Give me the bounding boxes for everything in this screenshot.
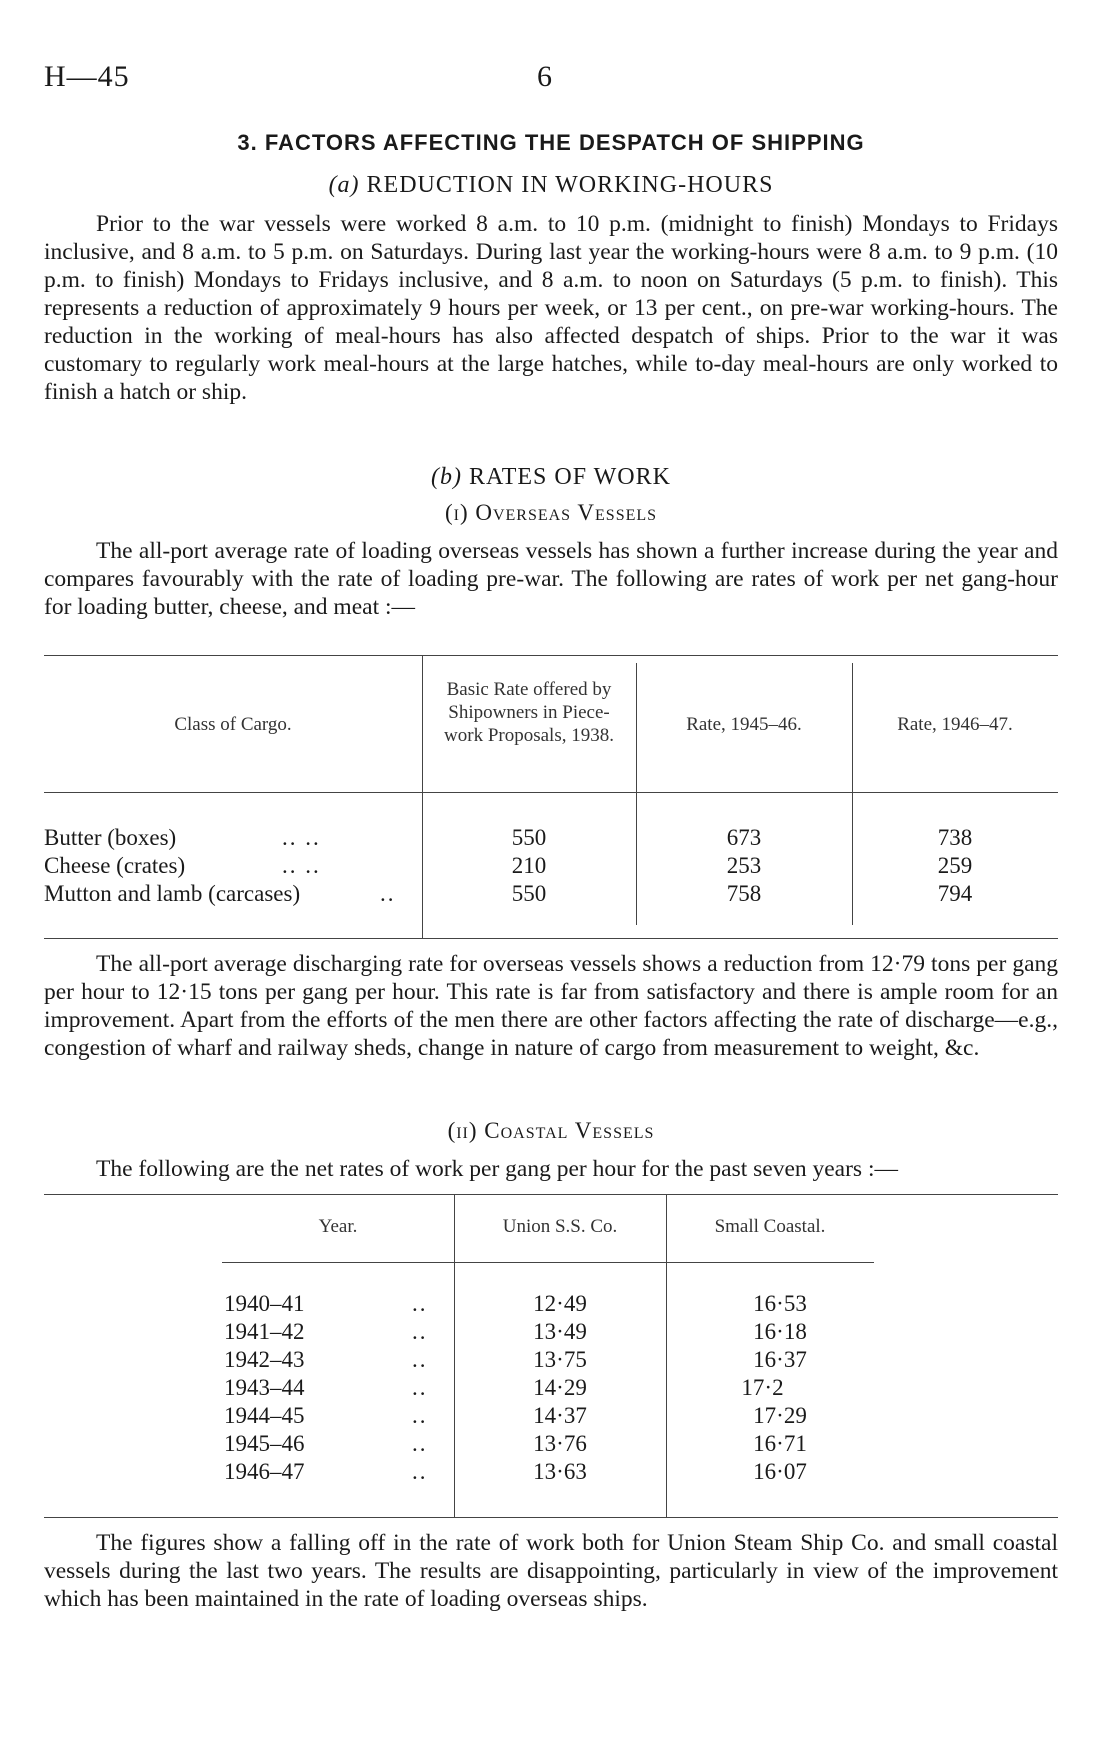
- leader-dots: ..: [412, 1403, 428, 1428]
- paragraph-working-hours: Prior to the war vessels were worked 8 a.m. to 10 p.m. (midnight to finish) Mondays to Fridays inclusive, and 8 a.m. to 5 p.m. on Saturdays. During last year the working-hours were 8 a.m. to 9 p.m. (10 p.m. to finish) Mondays to Fridays inclusive, and 8 a.m. to noon on Saturdays (5 p.m. to finish). This represents a reduction of approximately 9 hours per week, or 13 per cent., on pre-war working-hours. The reduction in the working of meal-hours has also affected despatch of ships. Prior to the war it was customary to regularly work meal-hours at the large hatches, while to-day meal-hours are only worked to finish a hatch or ship.: [44, 211, 1058, 405]
- subsection-a-heading: [44, 172, 1058, 199]
- subsection-a-title: REDUCTION IN WORKING-HOURS: [366, 172, 774, 198]
- table2-year: 1944–45: [224, 1403, 305, 1428]
- leader-dots: ..: [412, 1375, 428, 1400]
- table1-row-label: Butter (boxes): [44, 825, 177, 850]
- leader-dots: .. ..: [282, 825, 321, 850]
- table2-header-year: Year.: [318, 1216, 358, 1237]
- table2-cell-union: 12·49: [533, 1291, 587, 1316]
- paragraph-overseas-loading: The all-port average rate of loading overseas vessels has shown a further increase during the year and compares favourably with the rate of loading pre-war. The following are rates of work per net gang-hour for loading butter, cheese, and meat :—: [44, 538, 1058, 620]
- document-reference: H—45: [44, 60, 130, 93]
- leader-dots: .. ..: [282, 853, 321, 878]
- table2-cell-union: 14·37: [533, 1403, 587, 1428]
- table2-year: 1945–46: [224, 1431, 305, 1456]
- table1-cell-rate-1945: 253: [726, 853, 762, 878]
- table2-header-rule: [222, 1262, 874, 1263]
- table1-header-basic-rate: Basic Rate offered by Shipowners in Piece-work Proposals, 1938.: [444, 679, 614, 746]
- page-number: 6: [537, 60, 552, 93]
- table1-cell-rate-1946: 259: [937, 853, 973, 878]
- table2-header-union: Union S.S. Co.: [502, 1216, 618, 1237]
- leader-dots: ..: [412, 1291, 428, 1316]
- table2-year: 1941–42: [224, 1319, 305, 1344]
- table1-cell-basic: 210: [511, 853, 547, 878]
- table2-year: 1940–41: [224, 1291, 305, 1316]
- table2-cell-union: 13·49: [533, 1319, 587, 1344]
- subsection-b-heading: [44, 464, 1058, 491]
- subsection-b-title: RATES OF WORK: [469, 464, 671, 490]
- subsection-a-letter: (a): [328, 172, 360, 198]
- table1-header-rate-1945: Rate, 1945–46.: [686, 714, 802, 735]
- table2-cell-small: 16·37: [753, 1347, 807, 1372]
- table1-header-class: Class of Cargo.: [174, 714, 292, 735]
- table1-cell-rate-1946: 794: [937, 881, 973, 906]
- table2-col-divider: [666, 1194, 667, 1517]
- table1-top-rule: [44, 655, 1058, 656]
- table2-cell-small: 16·53: [753, 1291, 807, 1316]
- leader-dots: ..: [412, 1431, 428, 1456]
- table2-cell-small: 17·2: [741, 1375, 784, 1400]
- paragraph-coastal-intro: The following are the net rates of work per gang per hour for the past seven years :—: [96, 1156, 898, 1182]
- table2-cell-union: 13·63: [533, 1459, 587, 1484]
- table1-cell-basic: 550: [511, 825, 547, 850]
- table2-bottom-rule: [44, 1517, 1058, 1518]
- leader-dots: ..: [412, 1319, 428, 1344]
- table2-year: 1943–44: [224, 1375, 305, 1400]
- table1-bottom-rule: [44, 938, 1058, 939]
- table1-cell-rate-1945: 758: [726, 881, 762, 906]
- table1-cell-rate-1945: 673: [726, 825, 762, 850]
- subsection-overseas-vessels: (i) Overseas Vessels: [444, 500, 658, 525]
- table1-header-rate-1946: Rate, 1946–47.: [897, 714, 1013, 735]
- paragraph-coastal-conclusion: The figures show a falling off in the rate of work both for Union Steam Ship Co. and small coastal vessels during the last two years. The results are disappointing, particularly in view of the improvement which has been maintained in the rate of loading overseas ships.: [44, 1530, 1058, 1612]
- table1-row-label: Cheese (crates): [44, 853, 186, 878]
- paragraph-overseas-discharge: The all-port average discharging rate for overseas vessels shows a reduction from 12·79 tons per gang per hour to 12·15 tons per gang per hour. This rate is far from satisfactory and there is ample room for an improvement. Apart from the efforts of the men there are other factors affecting the rate of discharge—e.g., congestion of wharf and railway sheds, change in nature of cargo from measurement to weight, &c.: [44, 951, 1058, 1061]
- table2-cell-union: 13·75: [533, 1347, 587, 1372]
- leader-dots: ..: [412, 1459, 428, 1484]
- table2-header-small-coastal: Small Coastal.: [714, 1216, 826, 1237]
- table2-cell-small: 17·29: [753, 1403, 807, 1428]
- table2-top-rule: [44, 1194, 1058, 1195]
- subsection-coastal-vessels: (ii) Coastal Vessels: [447, 1118, 655, 1143]
- leader-dots: ..: [412, 1347, 428, 1372]
- table2-cell-small: 16·18: [753, 1319, 807, 1344]
- table2-year: 1942–43: [224, 1347, 305, 1372]
- table1-cell-basic: 550: [511, 881, 547, 906]
- table2-cell-small: 16·71: [753, 1431, 807, 1456]
- table1-header-rule: [44, 792, 1058, 793]
- section-title: 3. FACTORS AFFECTING THE DESPATCH OF SHIPPING: [237, 130, 865, 155]
- table2-cell-union: 14·29: [533, 1375, 587, 1400]
- table1-cell-rate-1946: 738: [937, 825, 973, 850]
- table1-row-label: Mutton and lamb (carcases): [44, 881, 301, 906]
- table2-cell-small: 16·07: [753, 1459, 807, 1484]
- table2-year: 1946–47: [224, 1459, 305, 1484]
- subsection-b-letter: (b): [431, 464, 463, 490]
- table2-cell-union: 13·76: [533, 1431, 587, 1456]
- leader-dots: ..: [380, 881, 396, 906]
